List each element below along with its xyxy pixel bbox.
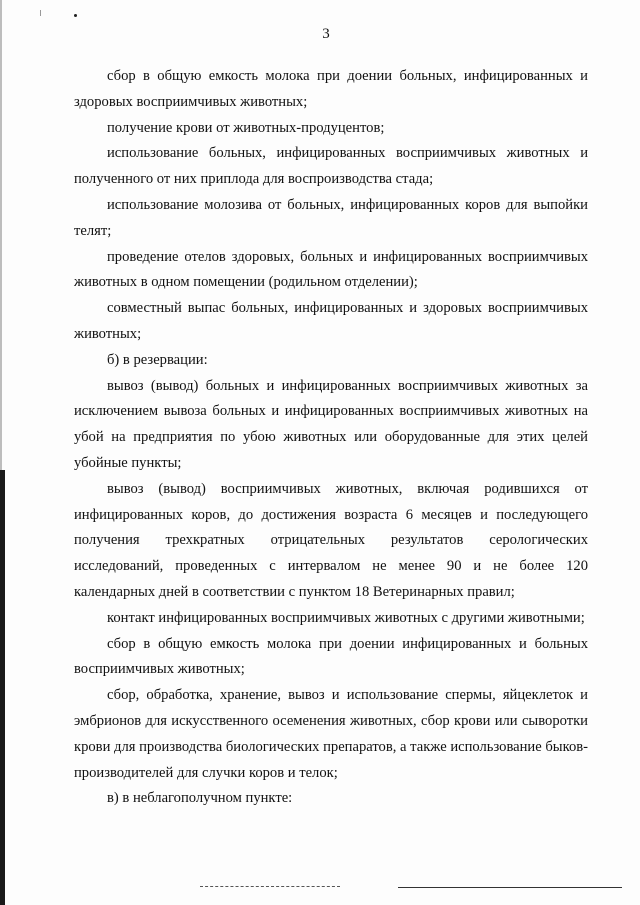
paragraph: использование молозива от больных, инфицированных коров для выпойки телят; bbox=[74, 196, 588, 239]
paragraph: сбор, обработка, хранение, вывоз и использование спермы, яйцеклеток и эмбрионов для искусственного осеменения животных, сбор крови или сыворотки крови для производства биологических препаратов, а также использование быков-производителей для случки коров и телок; bbox=[74, 687, 588, 781]
paragraph: совместный выпас больных, инфицированных и здоровых восприимчивых животных; bbox=[74, 300, 588, 342]
paragraph: проведение отелов здоровых, больных и инфицированных восприимчивых животных в одном помещении (родильном отделении); bbox=[74, 248, 588, 291]
paragraph: вывоз (вывод) больных и инфицированных восприимчивых животных за исключением вывоза больных и инфицированных восприимчивых животных на убой на предприятия по убою животных или оборудованные для этих целей убойные пункты; bbox=[74, 377, 588, 471]
paragraph: получение крови от животных-продуцентов; bbox=[107, 119, 385, 136]
paragraph: сбор в общую емкость молока при доении больных, инфицированных и здоровых восприимчивых животных; bbox=[74, 68, 588, 110]
paragraph: сбор в общую емкость молока при доении инфицированных и больных восприимчивых животных; bbox=[74, 635, 588, 678]
scan-bottom-line bbox=[398, 887, 622, 888]
scan-edge-bar bbox=[0, 470, 5, 905]
scan-speck bbox=[40, 10, 41, 16]
paragraph: вывоз (вывод) восприимчивых животных, включая родившихся от инфицированных коров, до достижения возраста 6 месяцев и последующего получения трехкратных отрицательных результатов серологических исследований, проведенных с интервалом не менее 90 и не более 120 календарных дней в соответствии с пунктом 18 Ветеринарных правил; bbox=[74, 480, 588, 600]
paragraph: контакт инфицированных восприимчивых животных с другими животными; bbox=[107, 609, 585, 626]
page-number: 3 bbox=[322, 26, 330, 42]
section-heading-b: б) в резервации: bbox=[107, 351, 208, 368]
document-body bbox=[74, 64, 588, 812]
scan-dot bbox=[74, 14, 77, 17]
paragraph: использование больных, инфицированных восприимчивых животных и полученного от них приплода для воспроизводства стада; bbox=[74, 145, 588, 188]
scan-bottom-dashes bbox=[200, 886, 340, 888]
scan-edge-shadow bbox=[0, 0, 2, 470]
section-heading-c: в) в неблагополучном пункте: bbox=[107, 790, 293, 807]
